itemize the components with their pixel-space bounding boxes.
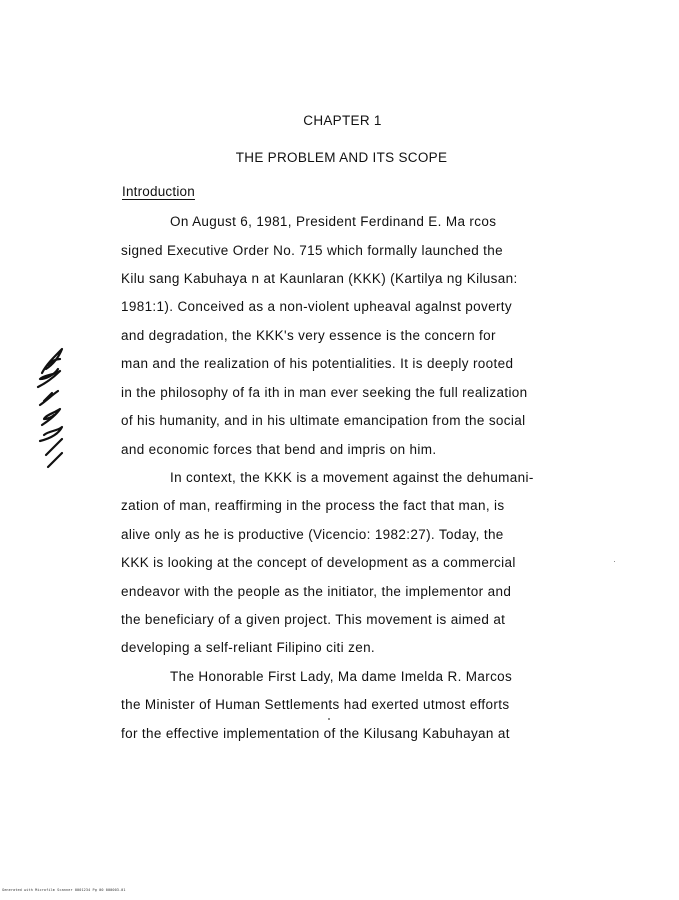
body-line: developing a self-reliant Filipino citi zen. — [121, 640, 376, 655]
body-line: the beneficiary of a given project. This movement is aimed at — [121, 612, 506, 627]
footer-stamp: Generated with Microfilm Scanner 0001234 Pg 00 000003-01 — [2, 888, 126, 892]
body-line: the Minister of Human Settlements had exerted utmost efforts — [121, 697, 510, 712]
body-line: 1981:1). Conceived as a non-violent upheaval agalnst poverty — [121, 299, 512, 314]
body-line: of his humanity, and in his ultimate emancipation from the social — [121, 413, 526, 428]
body-line: The Honorable First Lady, Ma dame Imelda R. Marcos — [170, 669, 513, 684]
body-line: endeavor with the people as the initiator, the implementor and — [121, 584, 512, 599]
body-line: in the philosophy of fa ith in man ever seeking the full realization — [121, 385, 528, 400]
body-line: zation of man, reaffirming in the process the fact that man, is — [121, 498, 505, 513]
body-line: On August 6, 1981, President Ferdinand E. Ma rcos — [170, 214, 497, 229]
chapter-title: CHAPTER 1 — [303, 113, 382, 128]
handwritten-annotation-icon — [18, 335, 78, 475]
body-line: man and the realization of his potentialities. It is deeply rooted — [121, 356, 514, 371]
body-line: In context, the KKK is a movement against the dehumani- — [170, 470, 534, 485]
body-line: alive only as he is productive (Vicencio: 1982:27). Today, the — [121, 527, 504, 542]
body-line: KKK is looking at the concept of development as a commercial — [121, 555, 516, 570]
body-line: and degradation, the KKK's very essence is the concern for — [121, 328, 496, 343]
scan-speck — [328, 718, 330, 720]
body-line: and economic forces that bend and impris on him. — [121, 442, 437, 457]
body-line: Kilu sang Kabuhaya n at Kaunlaran (KKK) (Kartilya ng Kilusan: — [121, 271, 518, 286]
body-line: for the effective implementation of the Kilusang Kabuhayan at — [121, 726, 510, 741]
scan-speck — [614, 561, 615, 562]
chapter-subtitle: THE PROBLEM AND ITS SCOPE — [235, 150, 448, 165]
body-line: signed Executive Order No. 715 which formally launched the — [121, 243, 503, 258]
section-heading-introduction: Introduction — [122, 184, 195, 199]
